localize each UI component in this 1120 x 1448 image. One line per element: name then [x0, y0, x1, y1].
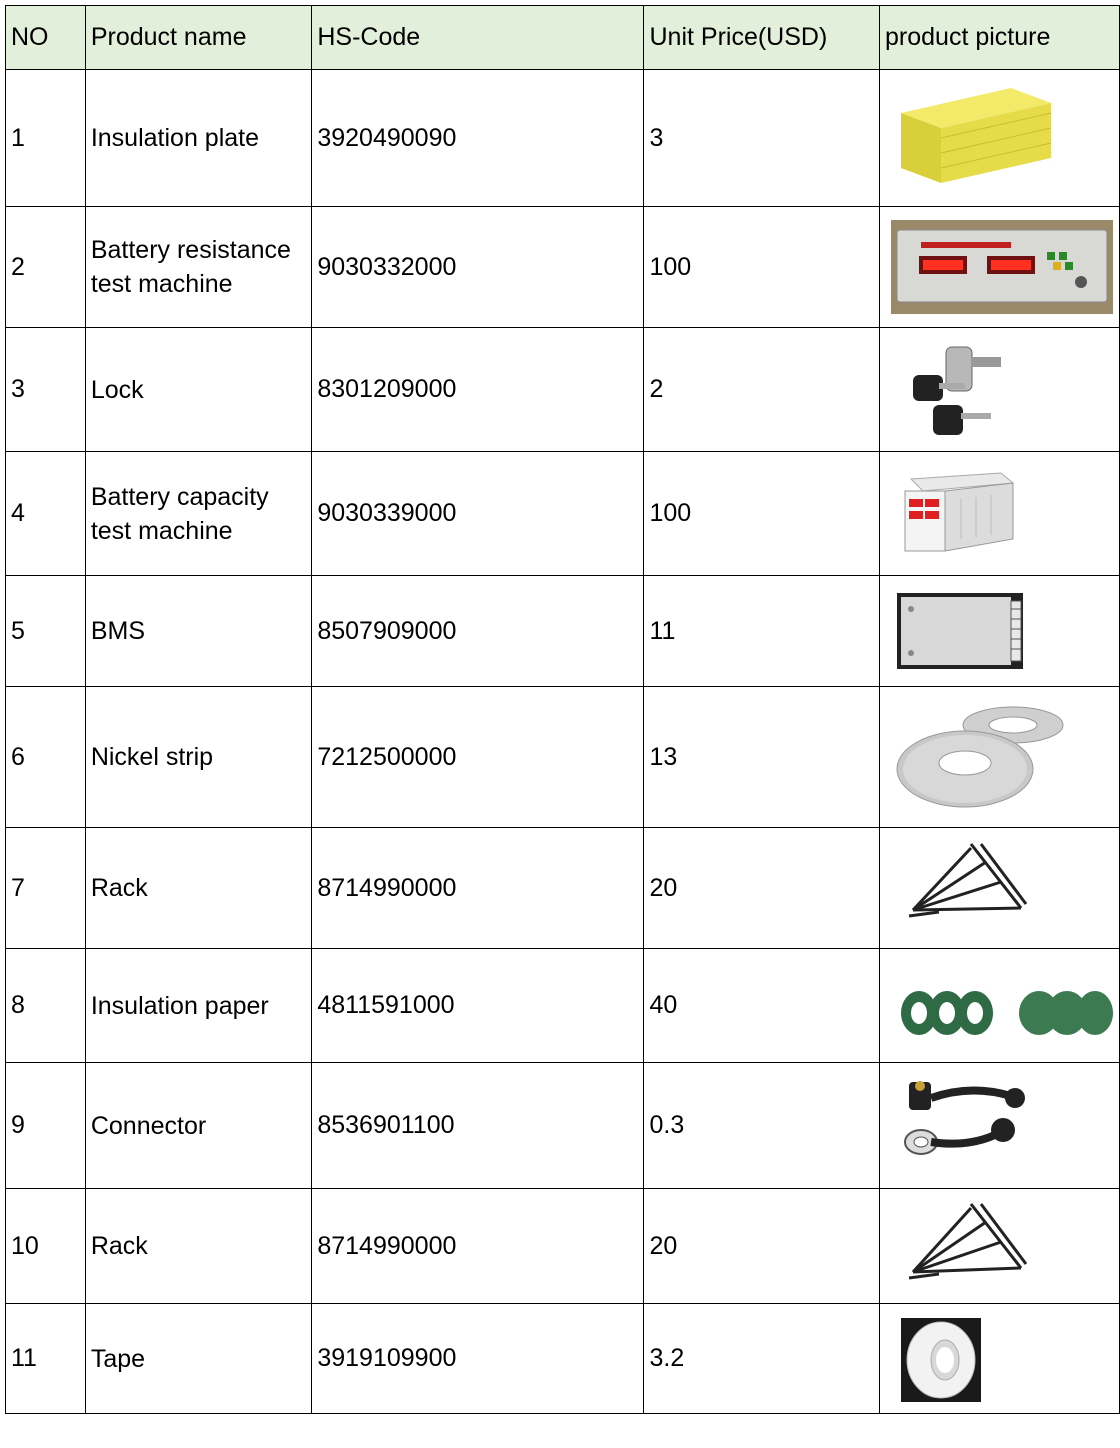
row-no: 6 [6, 687, 86, 828]
table-row [6, 1063, 1120, 1189]
row-no: 7 [6, 828, 86, 949]
row-no: 5 [6, 576, 86, 687]
table-row [6, 70, 1120, 207]
unit-price: 100 [644, 207, 880, 328]
header-hs-code: HS-Code [312, 6, 644, 70]
hs-code: 9030339000 [312, 452, 644, 576]
table-row [6, 207, 1120, 328]
tape-roll-icon [891, 1314, 991, 1404]
row-no: 8 [6, 949, 86, 1063]
hs-code: 4811591000 [312, 949, 644, 1063]
nickel-strip-roll-icon [891, 697, 1071, 817]
unit-price: 20 [644, 828, 880, 949]
product-name: Tape [85, 1304, 312, 1414]
hs-code: 3919109900 [312, 1304, 644, 1414]
product-name: BMS [85, 576, 312, 687]
hs-code: 7212500000 [312, 687, 644, 828]
unit-price: 3.2 [644, 1304, 880, 1414]
product-name: Nickel strip [85, 687, 312, 828]
capacity-tester-icon [891, 469, 1021, 559]
table-row [6, 328, 1120, 452]
unit-price: 11 [644, 576, 880, 687]
table-row [6, 452, 1120, 576]
hs-code: 8714990000 [312, 828, 644, 949]
hs-code: 8536901100 [312, 1063, 644, 1189]
hs-code: 3920490090 [312, 70, 644, 207]
hs-code: 8507909000 [312, 576, 644, 687]
table-row [6, 576, 1120, 687]
product-name: Rack [85, 1189, 312, 1304]
hs-code: 8301209000 [312, 328, 644, 452]
table-row [6, 687, 1120, 828]
header-row [6, 6, 1120, 70]
bike-rack-icon [891, 838, 1031, 938]
product-name: Lock [85, 328, 312, 452]
product-name: Rack [85, 828, 312, 949]
unit-price: 13 [644, 687, 880, 828]
header-product-name: Product name [85, 6, 312, 70]
hs-code: 9030332000 [312, 207, 644, 328]
table-row [6, 1189, 1120, 1304]
connector-icon [891, 1076, 1031, 1176]
hs-code: 8714990000 [312, 1189, 644, 1304]
product-name: Insulation plate [85, 70, 312, 207]
product-name: Battery capacity test machine [85, 452, 312, 576]
bike-rack-icon [891, 1196, 1031, 1296]
lock-keys-icon [891, 335, 1021, 445]
product-name: Connector [85, 1063, 312, 1189]
unit-price: 2 [644, 328, 880, 452]
table-row [6, 949, 1120, 1063]
resistance-tester-icon [891, 220, 1113, 314]
row-no: 1 [6, 70, 86, 207]
row-no: 11 [6, 1304, 86, 1414]
product-name: Battery resistance test machine [85, 207, 312, 328]
table-row [6, 1304, 1120, 1414]
row-no: 10 [6, 1189, 86, 1304]
row-no: 2 [6, 207, 86, 328]
unit-price: 40 [644, 949, 880, 1063]
unit-price: 3 [644, 70, 880, 207]
product-name: Insulation paper [85, 949, 312, 1063]
table-row [6, 828, 1120, 949]
row-no: 4 [6, 452, 86, 576]
unit-price: 20 [644, 1189, 880, 1304]
header-unit-price: Unit Price(USD) [644, 6, 880, 70]
product-table [5, 5, 1120, 1414]
unit-price: 0.3 [644, 1063, 880, 1189]
insulation-paper-icon [891, 971, 1113, 1041]
row-no: 3 [6, 328, 86, 452]
header-product-picture: product picture [880, 6, 1120, 70]
header-no: NO [6, 6, 86, 70]
bms-board-icon [891, 589, 1031, 673]
insulation-plate-icon [891, 83, 1061, 193]
unit-price: 100 [644, 452, 880, 576]
row-no: 9 [6, 1063, 86, 1189]
